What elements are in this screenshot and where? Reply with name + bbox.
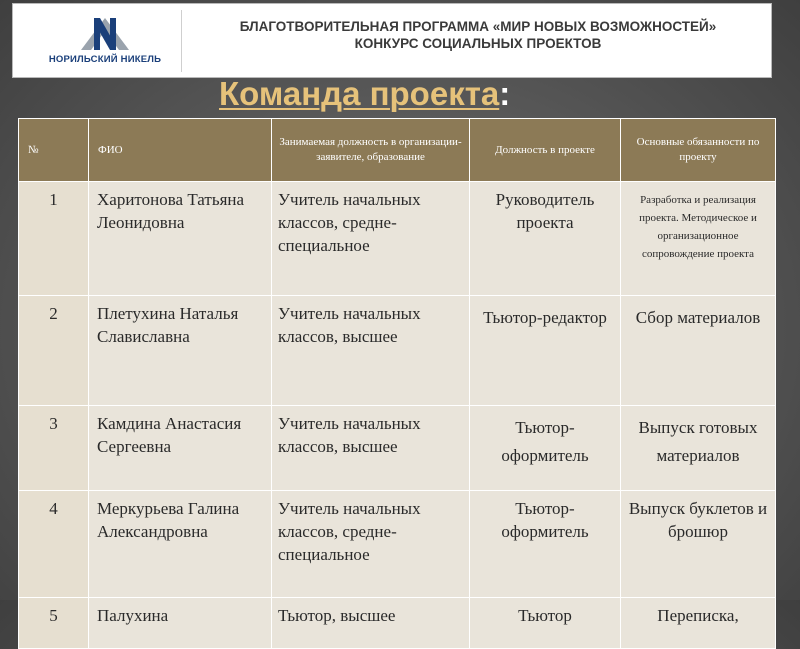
slide-title-colon: :: [499, 75, 511, 112]
member-name: Харитонова Татьяна Леонидовна: [89, 182, 272, 296]
company-logo: [35, 10, 175, 72]
member-duties: Выпуск готовых материалов: [621, 406, 776, 491]
row-number: 3: [19, 406, 89, 491]
column-header-duties: Основные обязанности по проекту: [621, 119, 776, 182]
row-number: 2: [19, 296, 89, 406]
member-position: Учитель начальных классов, средне-специальное: [272, 491, 470, 598]
header-banner: [12, 3, 772, 78]
member-name: Меркурьева Галина Александровна: [89, 491, 272, 598]
member-duties: Переписка,: [621, 598, 776, 649]
banner-divider: [181, 10, 182, 72]
member-position: Учитель начальных классов, средне-специальное: [272, 182, 470, 296]
member-project-role: Тьютор-оформитель: [470, 406, 621, 491]
column-header-number: №: [19, 119, 89, 182]
member-project-role: Тьютор-редактор: [470, 296, 621, 406]
row-number: 1: [19, 182, 89, 296]
column-header-name: ФИО: [89, 119, 272, 182]
column-header-position: Занимаемая должность в организации-заявителе, образование: [272, 119, 470, 182]
member-project-role: Тьютор-оформитель: [470, 491, 621, 598]
program-title-line-1: БЛАГОТВОРИТЕЛЬНАЯ ПРОГРАММА «МИР НОВЫХ ВОЗМОЖНОСТЕЙ»: [239, 19, 717, 34]
slide-title-text: Команда проекта: [219, 75, 500, 112]
table-row: [19, 182, 776, 296]
program-title: [198, 18, 758, 52]
member-name: Камдина Анастасия Сергеевна: [89, 406, 272, 491]
logo-text: НОРИЛЬСКИЙ НИКЕЛЬ: [48, 54, 162, 65]
slide-title: [219, 72, 510, 116]
member-name: Палухина: [89, 598, 272, 649]
row-number: 5: [19, 598, 89, 649]
member-duties: Выпуск буклетов и брошюр: [621, 491, 776, 598]
member-duties: Разработка и реализация проекта. Методическое и организационное сопровождение проекта: [621, 182, 776, 296]
column-header-project-role: Должность в проекте: [470, 119, 621, 182]
nornickel-logo-icon: [77, 12, 133, 52]
table-row: [19, 296, 776, 406]
member-duties: Сбор материалов: [621, 296, 776, 406]
member-position: Учитель начальных классов, высшее: [272, 296, 470, 406]
member-position: Учитель начальных классов, высшее: [272, 406, 470, 491]
table-header-row: [19, 119, 776, 182]
member-position: Тьютор, высшее: [272, 598, 470, 649]
table-row: [19, 598, 776, 649]
table-row: [19, 491, 776, 598]
member-project-role: Руководитель проекта: [470, 182, 621, 296]
team-table: [18, 118, 776, 649]
row-number: 4: [19, 491, 89, 598]
member-project-role: Тьютор: [470, 598, 621, 649]
program-title-line-2: КОНКУРС СОЦИАЛЬНЫХ ПРОЕКТОВ: [354, 36, 602, 51]
table-row: [19, 406, 776, 491]
member-name: Плетухина Наталья Славиславна: [89, 296, 272, 406]
